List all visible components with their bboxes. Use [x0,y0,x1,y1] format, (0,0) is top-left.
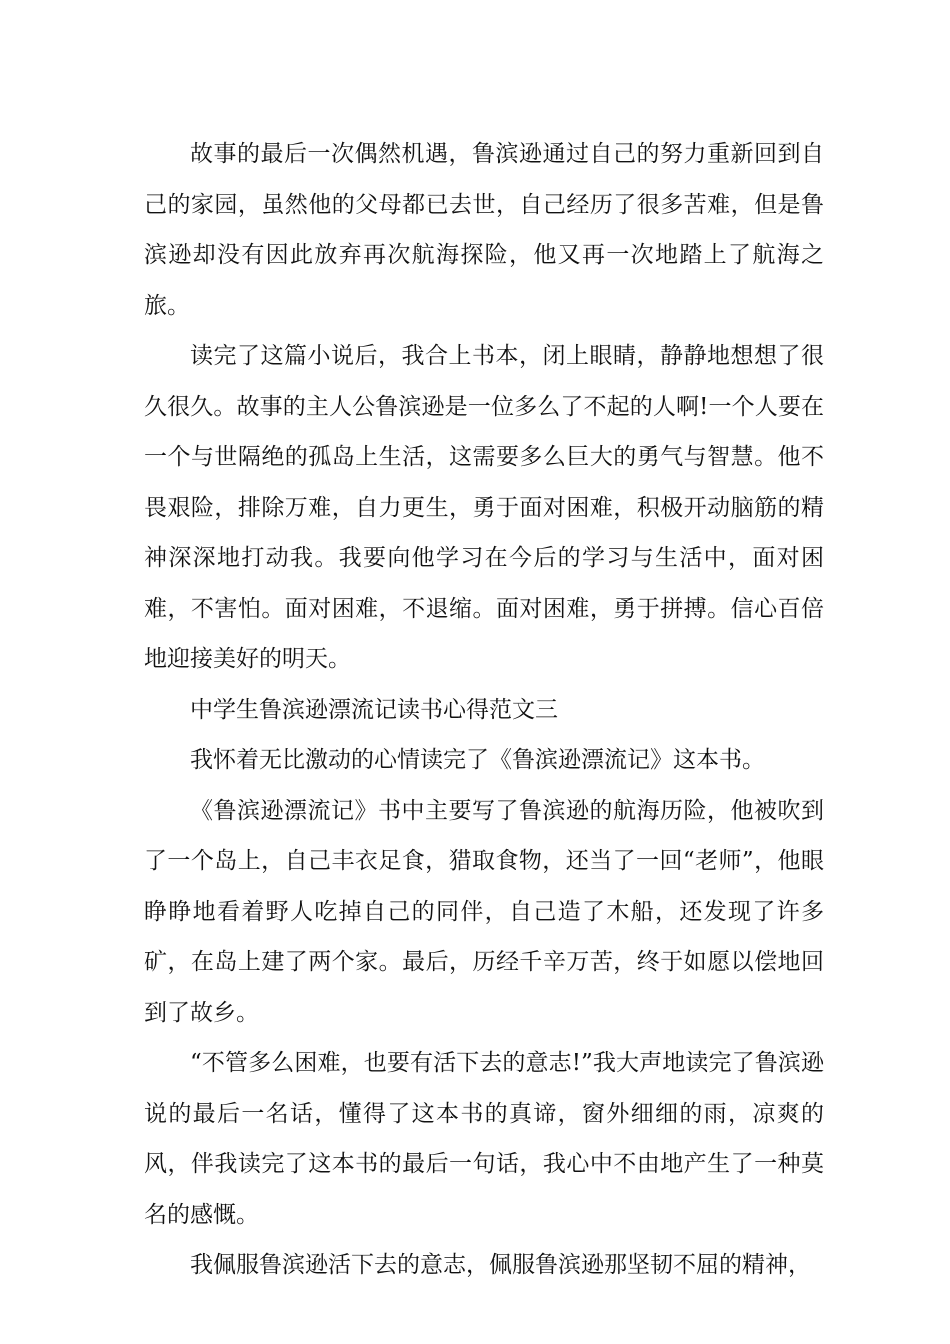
paragraph-quote: “不管多么困难，也要有活下去的意志!”我大声地读完了鲁滨逊说的最后一名话，懂得了这本书的真谛，窗外细细的雨，凉爽的风，伴我读完了这本书的最后一句话，我心中不由地产生了一种莫名的感慨。 [144,1050,824,1228]
paragraph-admiration: 我佩服鲁滨逊活下去的意志，佩服鲁滨逊那坚韧不屈的精神， [190,1252,811,1278]
section-heading: 中学生鲁滨逊漂流记读书心得范文三 [190,696,558,723]
paragraph-reflection: 读完了这篇小说后，我合上书本，闭上眼睛，静静地想想了很久很久。故事的主人公鲁滨逊是一位多么了不起的人啊!一个人要在一个与世隔绝的孤岛上生活，这需要多么巨大的勇气与智慧。他不畏艰险，排除万难，自力更生，勇于面对困难，积极开动脑筋的精神深深地打动我。我要向他学习在今后的学习与生活中，面对困难，不害怕。面对困难，不退缩。面对困难，勇于拼搏。信心百倍地迎接美好的明天。 [144,343,824,672]
paragraph-summary: 《鲁滨逊漂流记》书中主要写了鲁滨逊的航海历险，他被吹到了一个岛上，自己丰衣足食，猎取食物，还当了一回“老师”，他眼睁睁地看着野人吃掉自己的同伴，自己造了木船，还发现了许多矿，在岛上建了两个家。最后，历经千辛万苦，终于如愿以偿地回到了故乡。 [144,797,824,1026]
document-body [144,129,824,1291]
paragraph-intro: 我怀着无比激动的心情读完了《鲁滨逊漂流记》这本书。 [190,747,765,773]
paragraph-return-home: 故事的最后一次偶然机遇，鲁滨逊通过自己的努力重新回到自己的家园，虽然他的父母都已去世，自己经历了很多苦难，但是鲁滨逊却没有因此放弃再次航海探险，他又再一次地踏上了航海之旅。 [144,141,824,319]
